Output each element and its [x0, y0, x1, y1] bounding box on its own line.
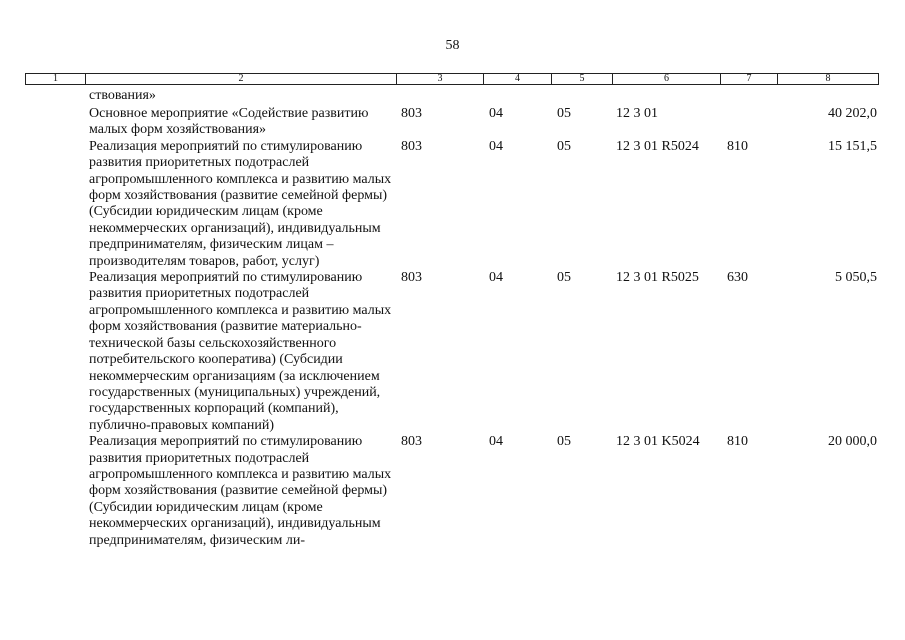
row-grbs: 803: [401, 106, 422, 121]
row-section: 04: [489, 434, 503, 450]
row-name: Реализация мероприятий по стимулированию развития приоритетных подотраслей агропромышленного комплекса и развитию малых форм хозяйствования (развитие материально-технической базы сельскохозяйственного потребительского кооператива) (Субсидии некоммерческим организациям (за исключением государственных (муниципальных) учреждений, государственных корпораций (компаний), публично-правовых компаний): [89, 270, 392, 433]
row-subsection: 05: [557, 138, 571, 154]
row-amount: 40 202,0: [828, 106, 877, 121]
table-row: [25, 88, 878, 106]
row-subsection: 05: [557, 106, 571, 121]
row-section: 04: [489, 106, 503, 121]
row-target-article: 12 3 01: [616, 106, 658, 121]
row-target-article: 12 3 01 K5024: [616, 434, 700, 450]
row-section: 04: [489, 270, 503, 286]
header-col-5: 5: [552, 74, 613, 85]
row-amount: 20 000,0: [828, 434, 877, 450]
row-name: Реализация мероприятий по стимулированию развития приоритетных подотраслей агропромышленного комплекса и развитию малых форм хозяйствования (развитие семейной фермы) (Субсидии юридическим лицам (кроме некоммерческих организаций), индивидуальным предпринимателям, физическим лицам – производителям товаров, работ, услуг): [89, 138, 392, 269]
table-row: [25, 434, 878, 549]
budget-table: [25, 88, 878, 549]
row-section: 04: [489, 138, 503, 154]
row-expense-type: 810: [727, 434, 748, 450]
header-col-3: 3: [397, 74, 484, 85]
row-grbs: 803: [401, 434, 422, 450]
header-col-4: 4: [484, 74, 552, 85]
header-col-2: 2: [86, 74, 397, 85]
row-target-article: 12 3 01 R5024: [616, 138, 699, 154]
header-col-1: 1: [26, 74, 86, 85]
row-amount: 15 151,5: [828, 138, 877, 154]
column-number-header: [25, 73, 879, 85]
header-col-7: 7: [721, 74, 778, 85]
row-name: Реализация мероприятий по стимулированию развития приоритетных подотраслей агропромышленного комплекса и развитию малых форм хозяйствования (развитие семейной фермы) (Субсидии юридическим лицам (кроме некоммерческих организаций), индивидуальным предпринимателям, физическим ли-: [89, 434, 392, 548]
page-number: 58: [445, 38, 460, 53]
table-row: [25, 106, 878, 139]
row-expense-type: [720, 106, 777, 139]
row-expense-type: 810: [727, 138, 748, 154]
row-target-article: 12 3 01 R5025: [616, 270, 699, 286]
table-row: [25, 139, 878, 270]
row-grbs: 803: [401, 270, 422, 286]
row-amount: 5 050,5: [835, 270, 877, 286]
row-subsection: 05: [557, 270, 571, 286]
row-subsection: 05: [557, 434, 571, 450]
row-expense-type: 630: [727, 270, 748, 286]
table-row: [25, 270, 878, 434]
row-name: Основное мероприятие «Содействие развитию малых форм хозяйствования»: [89, 106, 369, 138]
row-name: ствования»: [89, 88, 156, 103]
row-grbs: 803: [401, 138, 422, 154]
header-col-6: 6: [613, 74, 721, 85]
header-col-8: 8: [778, 74, 879, 85]
